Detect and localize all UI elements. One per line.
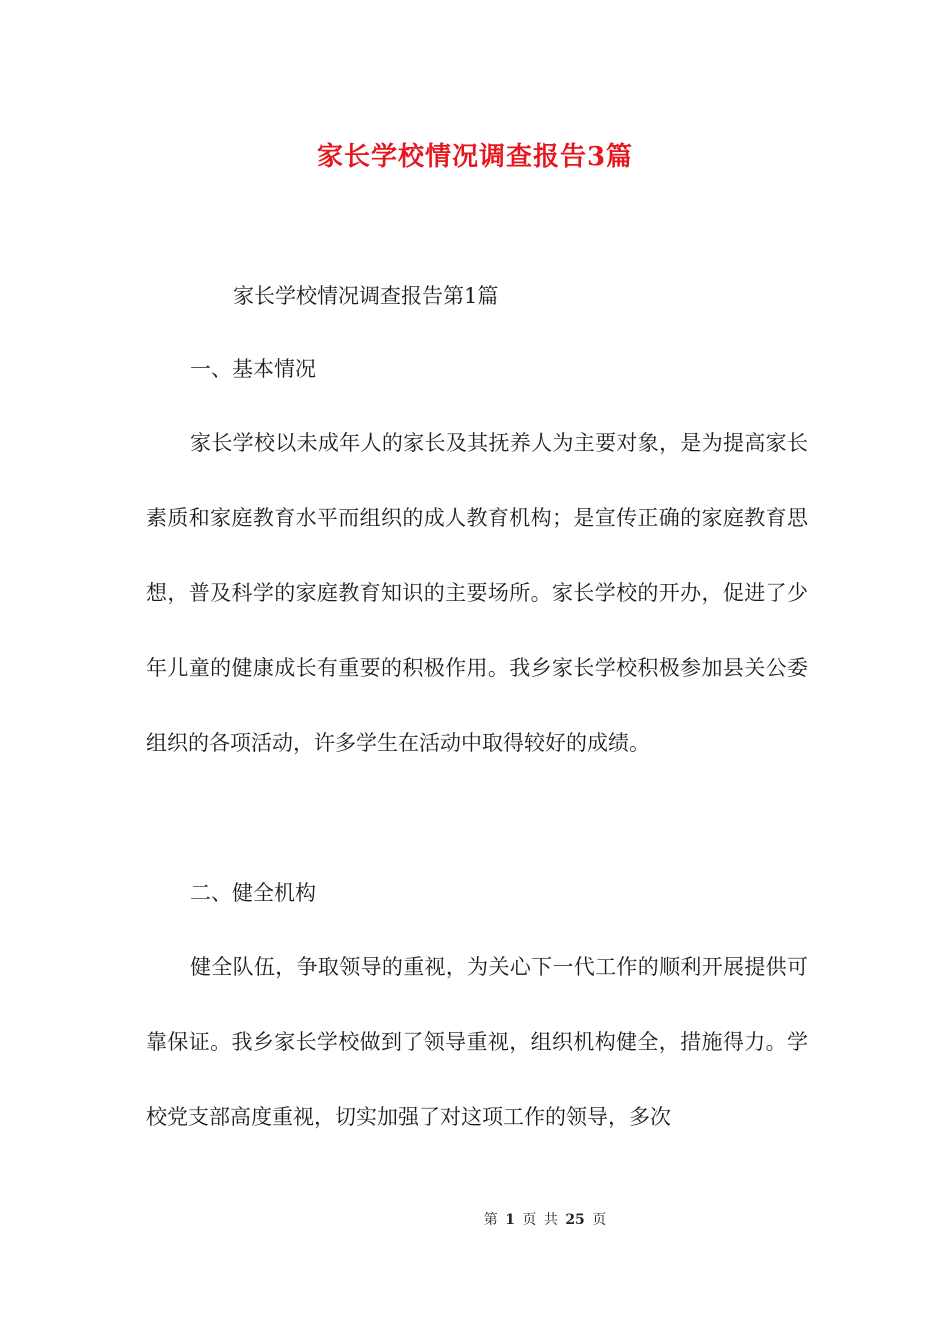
section-heading-organization: 二、健全机构 [190, 881, 316, 905]
page-footer [0, 1209, 950, 1229]
section-heading-basic: 一、基本情况 [190, 357, 316, 381]
section-paragraph-basic: 家长学校以未成年人的家长及其抚养人为主要对象，是为提高家长素质和家庭教育水平而组织的成人教育机构；是宣传正确的家庭教育思想，普及科学的家庭教育知识的主要场所。家长学校的开办，促进了少年儿童的健康成长有重要的积极作用。我乡家长学校积极参加县关公委组织的各项活动，许多学生在活动中取得较好的成绩。 [146, 431, 808, 755]
footer-total-pages: 25 [565, 1212, 585, 1228]
section-paragraph-organization: 健全队伍，争取领导的重视，为关心下一代工作的顺利开展提供可靠保证。我乡家长学校做到了领导重视，组织机构健全，措施得力。学校党支部高度重视，切实加强了对这项工作的领导，多次 [146, 955, 808, 1129]
document-title: 家长学校情况调查报告3篇 [316, 142, 634, 172]
footer-middle: 页 共 [522, 1212, 558, 1228]
footer-prefix: 第 [483, 1212, 498, 1228]
document-subtitle: 家长学校情况调查报告第1篇 [233, 284, 499, 308]
footer-current-page: 1 [505, 1212, 515, 1228]
footer-suffix: 页 [592, 1212, 607, 1228]
